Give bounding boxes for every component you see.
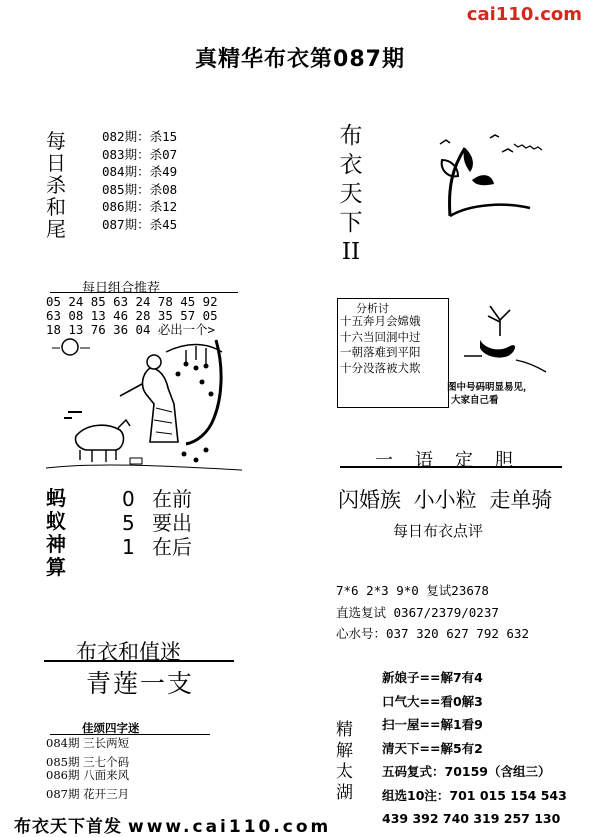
jingjie-char: 精	[336, 720, 353, 740]
ant-god-label-char: 算	[46, 555, 66, 579]
buyi-value-answer: 青莲一支	[86, 669, 195, 698]
combo-row: 18 13 76 36 04 必出一个>	[46, 322, 215, 337]
code-picks	[336, 580, 529, 645]
ant-god-row	[122, 487, 192, 511]
daily-kill-list	[102, 128, 177, 234]
old-man-dog-illustration	[46, 338, 246, 478]
four-char-row: 087期 花开三月	[46, 786, 130, 801]
poem-note-line: 图中号码明显易见，	[447, 382, 533, 393]
ant-god-row	[122, 535, 192, 559]
one-word-divider	[340, 466, 562, 468]
combo-divider	[50, 292, 238, 293]
combo-row: 63 08 13 46 28 35 57 05	[46, 308, 218, 323]
ant-god-label-char: 神	[46, 532, 66, 556]
daily-kill-row: 084期：杀49	[102, 164, 178, 180]
daily-kill-row: 082期：杀15	[102, 129, 178, 144]
riddle-line: 439 392 740 319 257 130	[382, 811, 561, 826]
ant-god-text: 在前	[152, 487, 192, 511]
daily-kill-label	[46, 130, 72, 240]
buyi-tianxia-char: II	[341, 239, 361, 265]
code-line: 直选复试 0367/2379/0237	[336, 604, 499, 620]
buyi-tianxia-char: 布	[339, 123, 363, 149]
ant-god-label-char: 蚂	[46, 486, 66, 510]
combo-row: 05 24 85 63 24 78 45 92	[46, 294, 218, 309]
ant-god-num: 0	[122, 487, 135, 511]
one-word-title: 一语定胆	[375, 450, 535, 471]
ant-god-label-char: 蚁	[46, 509, 66, 533]
ant-god-text: 在后	[152, 535, 192, 559]
daily-kill-label-char: 杀	[46, 173, 66, 197]
daily-kill-label-char: 和	[46, 195, 66, 219]
poem-note	[447, 381, 533, 407]
ant-god-row	[122, 511, 192, 535]
code-line: 心水号：037 320 627 792 632	[336, 626, 529, 641]
daily-kill-row: 086期：杀12	[102, 199, 178, 215]
four-char-row: 085期 三七个码	[46, 755, 130, 770]
poem-line: 十分没落被犬欺	[340, 360, 421, 375]
plant-sketch-illustration	[410, 108, 560, 218]
riddle-line: 口气大==看0解3	[382, 693, 483, 709]
combo-numbers	[46, 295, 218, 337]
riddle-line: 扫一屋==解1看9	[382, 717, 483, 732]
poem-note-line: 大家自己看	[451, 395, 499, 406]
jingjie-char: 解	[336, 741, 353, 761]
riddle-line: 新娘子==解7有4	[382, 670, 483, 685]
daily-kill-row: 087期：杀45	[102, 216, 178, 232]
site-url: cai110.com	[466, 4, 582, 25]
ant-god-rows	[122, 487, 192, 559]
ant-god-text: 要出	[152, 511, 192, 535]
daily-kill-label-char: 每	[46, 129, 66, 153]
buyi-value-divider	[44, 660, 234, 662]
buyi-tianxia-title	[336, 122, 366, 267]
code-line: 7*6 2*3 9*0 复试23678	[336, 583, 489, 598]
four-char-title: 佳颂四字迷	[82, 721, 140, 735]
riddle-line: 五码复式：70159（含组三）	[382, 764, 551, 779]
page-title: 真精华布衣第087期	[195, 47, 405, 72]
daily-kill-row: 083期：杀07	[102, 146, 178, 162]
buyi-tianxia-char: 衣	[339, 152, 363, 178]
footer-brand: 布衣天下首发	[14, 817, 122, 837]
daily-kill-row: 085期：杀08	[102, 181, 178, 197]
dancing-figure-illustration	[460, 300, 550, 380]
poem-line: 一朝落难到平阳	[340, 345, 421, 359]
daily-comment-label: 每日布衣点评	[393, 522, 484, 540]
four-char-rows	[46, 737, 129, 800]
four-char-divider	[50, 734, 210, 735]
footer	[14, 812, 331, 837]
four-char-row: 084期 三长两短	[46, 736, 130, 750]
jingjie-char: 太	[336, 762, 353, 782]
poem-line: 十六当回洞中过	[340, 329, 421, 344]
poem-heading: 分析讨	[356, 302, 389, 315]
buyi-tianxia-char: 天	[339, 181, 363, 207]
one-word-tags: 闪婚族 小小粒 走单骑	[338, 488, 553, 512]
riddle-list	[382, 666, 567, 831]
jingjie-label	[336, 720, 356, 804]
four-char-row: 086期 八面来风	[46, 767, 130, 782]
buyi-tianxia-char: 下	[339, 210, 363, 236]
riddle-line: 清天下==解5有2	[382, 740, 483, 756]
ant-god-num: 1	[122, 535, 135, 559]
buyi-value-label: 布衣和值迷	[76, 640, 181, 664]
poem-lines	[340, 314, 421, 376]
jingjie-char: 湖	[336, 783, 353, 803]
poem-line: 十五奔月会嫦娥	[340, 314, 421, 328]
footer-url[interactable]: www.cai110.com	[128, 817, 332, 837]
combo-title: 每日组合推荐	[82, 281, 161, 296]
daily-kill-label-char: 日	[46, 151, 66, 175]
ant-god-label	[46, 487, 66, 579]
daily-kill-label-char: 尾	[46, 217, 66, 241]
ant-god-num: 5	[122, 511, 135, 535]
riddle-line: 组选10注：701 015 154 543	[382, 787, 567, 803]
